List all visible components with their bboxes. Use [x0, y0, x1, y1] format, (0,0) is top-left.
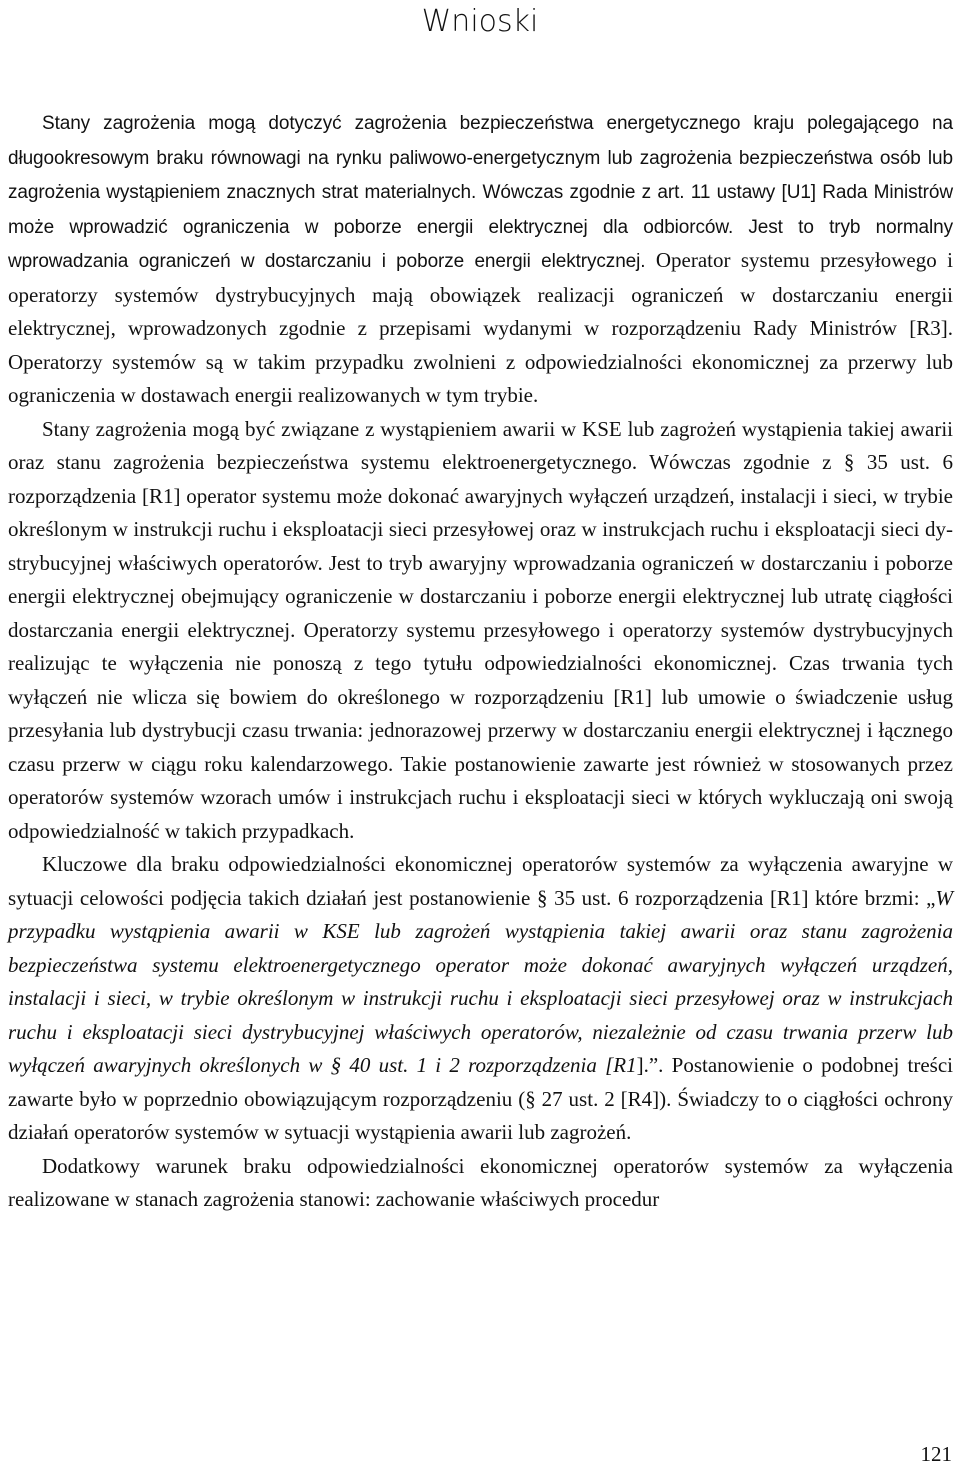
- paragraph-3: [8, 848, 953, 1150]
- paragraph-1: [8, 106, 953, 413]
- paragraph-1-serif-part: Operator systemu przesyłowego i operatorzy systemów dystrybucyjnych mają obowiązek realizacji ograniczeń w dostarczaniu energii elektrycznej, wprowadzonych zgodnie z przepisami wydanymi w rozporządzeniu Rady Ministrów [R3]. Operatorzy systemów są w takim przypadku zwolnieni z odpowiedzialności ekonomicznej za przerwy lub ograniczenia w dostawach energii realizowanych w tym trybie.: [8, 248, 953, 407]
- paragraph-1-sans-part: Stany zagrożenia mogą dotyczyć zagrożenia bezpieczeństwa energetycznego kraju polegającego na długookresowym braku równowagi na rynku paliwowo-energetycznym lub zagrożenia bezpieczeństwa osób lub zagrożenia wystąpieniem znacznych strat materialnych. Wówczas zgodnie z art. 11 ustawy [U1] Rada Ministrów może wprowadzić ograniczenia w poborze energii elektrycznej dla odbiorców. Jest to tryb normalny wprowadzania ograniczeń w dostarczaniu i poborze energii elektrycznej.: [8, 113, 953, 272]
- quoted-regulation: W przypadku wystąpienia awarii w KSE lub zagrożeń wystąpienia takiej awarii oraz stanu zagrożenia bezpieczeństwa systemu elektroenergetycznego operator może dokonać awaryjnych wyłączeń urządzeń, instalacji i sieci, w trybie określonym w instrukcji ruchu i eksploatacji sieci przesyłowej oraz w instrukcjach ruchu i eksploatacji sieci dystrybucyjnej właściwych operatorów, niezależnie od czasu trwania przerw lub wyłączeń awaryjnych określonych w § 40 ust. 1 i 2 rozporządzenia [R1: [8, 885, 953, 1077]
- paragraph-3-intro: Kluczowe dla braku odpowiedzialności ekonomicznej operatorów systemów za wyłączenia awaryjne w sytuacji celowości podjęcia takich działań jest postanowienie § 35 ust. 6 rozporządzenia [R1] które brzmi: „: [8, 852, 953, 910]
- body-text: [8, 106, 953, 1217]
- paragraph-3-outro: ].”. Postanowienie o podobnej treści zawarte było w poprzednio obowiązującym rozporządzeniu (§ 27 ust. 2 [R4]). Świadczy to o ciągłości ochrony działań operatorów systemów w sytuacji wystąpienia awarii lub zagrożeń.: [8, 1053, 953, 1144]
- paragraph-2: Stany zagrożenia mogą być związane z wystąpieniem awarii w KSE lub zagrożeń wystąpienia takiej awarii oraz stanu zagrożenia bezpieczeństwa systemu elektroenergetycznego. Wówczas zgodnie z § 35 ust. 6 rozporządzenia [R1] operator systemu może dokonać awaryjnych wyłączeń urządzeń, instalacji i sieci, w trybie określonym w instrukcji ruchu i eksploatacji sieci przesyłowej oraz w instrukcjach ruchu i eksploatacji sieci dystrybucyjnej właściwych operatorów. Jest to tryb awaryjny wprowadzania ograniczeń w dostarczaniu i poborze energii elektrycznej obejmujący ograniczenie w dostarczaniu i poborze energii elektrycznej lub utratę ciągłości dostarczania energii elektrycznej. Operatorzy systemu przesyłowego i operatorzy systemów dystrybucyjnych realizując te wyłączenia nie ponoszą z tego tytułu odpowiedzialności ekonomicznej. Czas trwania tych wyłączeń nie wlicza się bowiem do określonego w rozporządzeniu [R1] lub umowie o świadczenie usług przesyłania lub dystrybucji czasu trwania: jednorazowej przerwy w dostarczaniu energii elektrycznej i łącznego czasu przerw w ciągu roku kalendarzowego. Takie postanowienie zawarte jest również w stosowanych przez operatorów systemów wzorach umów i instrukcjach ruchu i eksploatacji sieci w których wykluczają oni swoją odpowiedzialność w takich przypadkach.: [8, 416, 953, 843]
- paragraph-4: Dodatkowy warunek braku odpowiedzialności ekonomicznej operatorów systemów za wyłączenia realizowane w stanach zagrożenia stanowi: zachowanie właściwych procedur: [8, 1153, 953, 1211]
- page-number: 121: [920, 1442, 952, 1466]
- page-title: Wnioski: [421, 4, 539, 39]
